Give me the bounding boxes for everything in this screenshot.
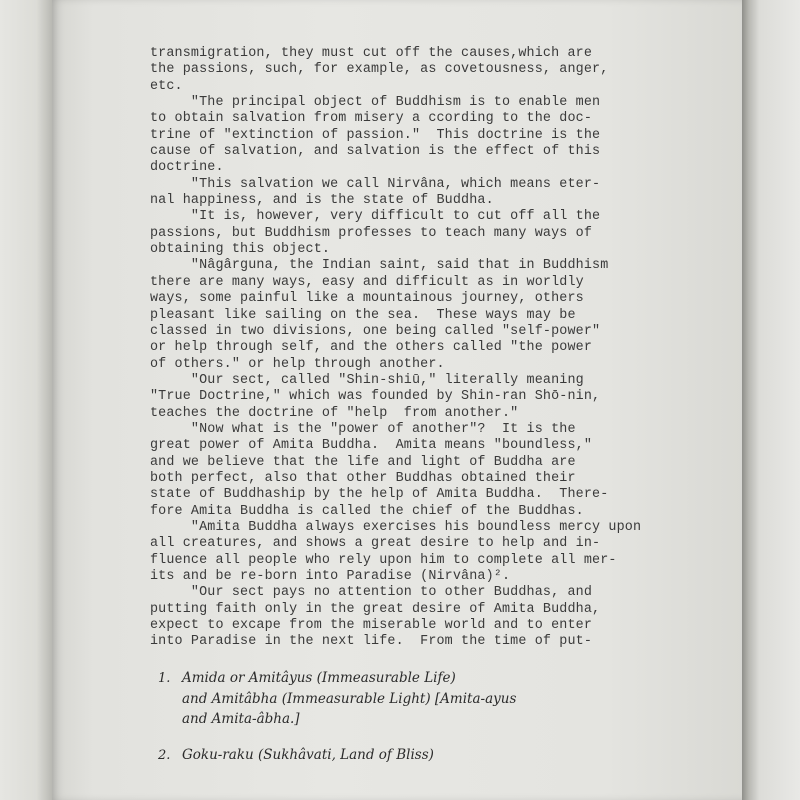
footnote-text: Goku-raku (Sukhâvati, Land of Bliss) [182,747,434,763]
text-line: all creatures, and shows a great desire to help and in- [150,536,601,552]
text-line: pleasant like sailing on the sea. These ways may be [150,307,576,323]
text-line: expect to excape from the miserable world and to enter [150,618,593,634]
text-line: ways, some painful like a mountainous journey, others [150,291,584,307]
text-line: "It is, however, very difficult to cut off all the [150,209,601,225]
footnote-line [158,668,678,689]
footnote-text: Amida or Amitâyus (Immeasurable Life) [182,670,456,686]
text-line: classed in two divisions, one being called "self-power" [150,323,601,339]
text-line: passions, but Buddhism professes to teach many ways of [150,225,593,241]
text-line: "The principal object of Buddhism is to enable men [150,95,601,111]
text-line: "Nâgârguna, the Indian saint, said that in Buddhism [150,258,609,274]
footnote-line: and Amita-âbha.] [182,711,300,727]
page-edge-shadow [742,0,800,800]
text-line: doctrine. [150,160,224,176]
text-line: great power of Amita Buddha. Amita means "boundless," [150,438,593,454]
text-line: or help through self, and the others called "the power [150,340,593,356]
text-line: state of Buddhaship by the help of Amita Buddha. There- [150,487,609,503]
footnote-number: 1. [158,671,171,686]
text-line: "True Doctrine," which was founded by Shin-ran Shō-nin, [150,389,601,405]
handwritten-footnotes [158,668,678,766]
text-line: of others." or help through another. [150,356,445,372]
text-line: etc. [150,78,183,94]
text-line: cause of salvation, and salvation is the effect of this [150,144,601,160]
text-line: both perfect, also that other Buddhas obtained their [150,470,576,486]
text-line: there are many ways, easy and difficult as in worldly [150,274,584,290]
footnote-number: 2. [158,748,171,763]
footnote-1 [158,668,678,729]
text-line: "This salvation we call Nirvâna, which means eter- [150,176,601,192]
text-line: fluence all people who rely upon him to complete all mer- [150,552,617,568]
text-line: "Now what is the "power of another"? It is the [150,421,576,437]
text-line: and we believe that the life and light of Buddha are [150,454,576,470]
text-line: obtaining this object. [150,242,331,258]
text-line: the passions, such, for example, as covetousness, anger, [150,62,609,78]
text-line: to obtain salvation from misery a ccording to the doc- [150,111,593,127]
text-line: "Our sect, called "Shin-shiū," literally meaning [150,372,584,388]
text-line: teaches the doctrine of "help from another." [150,405,519,421]
left-page-gutter [0,0,52,800]
text-line: nal happiness, and is the state of Buddha. [150,193,494,209]
text-line: "Amita Buddha always exercises his boundless mercy upon [150,519,642,535]
footnote-line [158,745,678,766]
footnote-2 [158,745,678,766]
text-line: transmigration, they must cut off the causes,which are [150,46,593,61]
text-line: its and be re-born into Paradise (Nirvâna)². [150,569,511,584]
typewritten-text [150,46,710,651]
text-line: trine of "extinction of passion." This doctrine is the [150,127,601,143]
text-line: "Our sect pays no attention to other Buddhas, and [150,585,593,601]
text-line: putting faith only in the great desire of Amita Buddha, [150,601,601,617]
footnote-line: and Amitâbha (Immeasurable Light) [Amita-ayus [182,691,517,707]
text-line: into Paradise in the next life. From the time of put- [150,634,593,650]
text-line: fore Amita Buddha is called the chief of the Buddhas. [150,503,584,519]
